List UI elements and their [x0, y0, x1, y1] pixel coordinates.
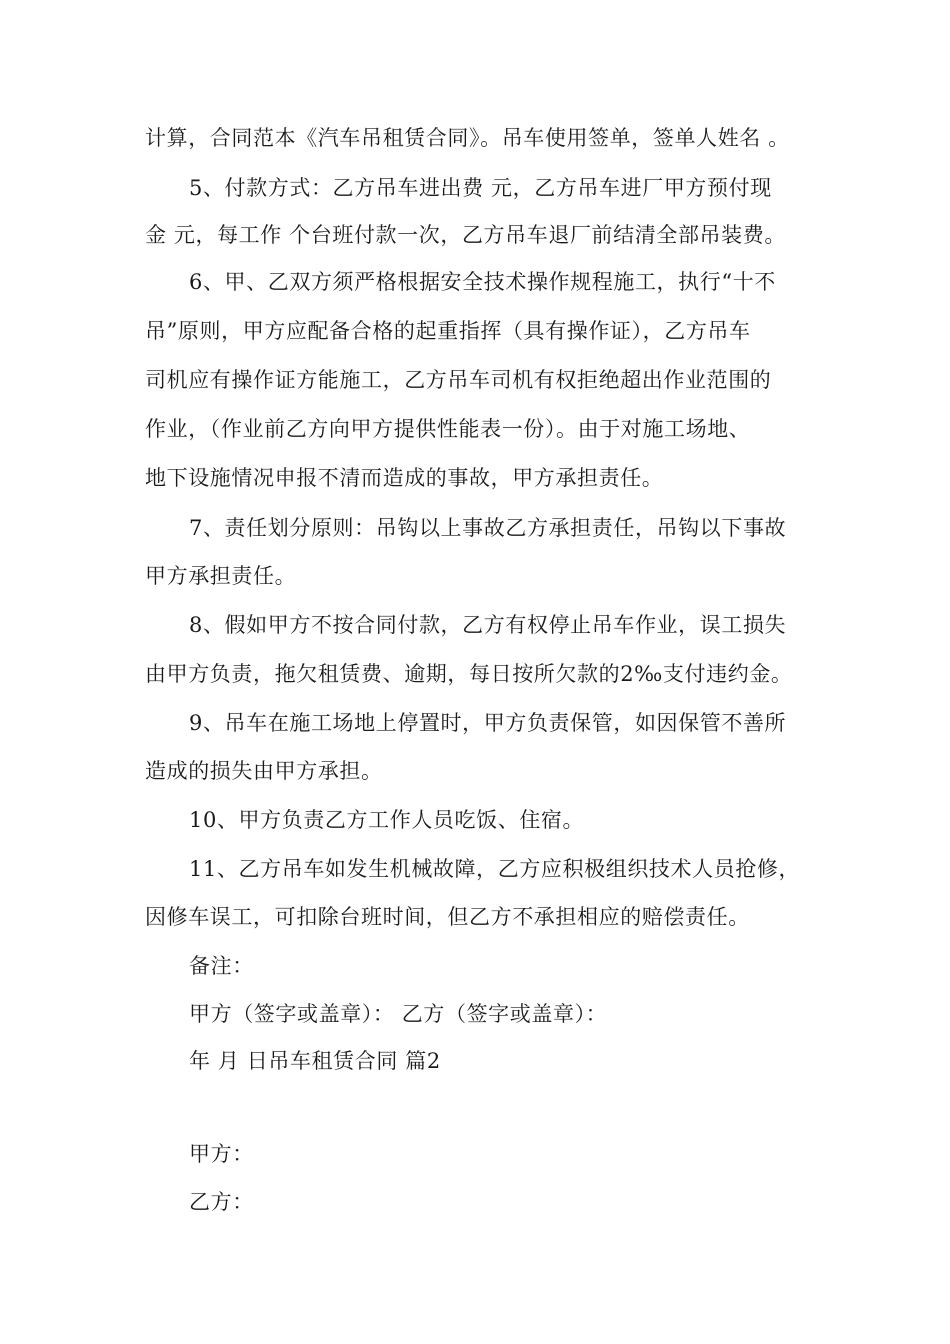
clause-9-line: 9、吊车在施工场地上停置时，甲方负责保管，如因保管不善所 — [189, 711, 787, 735]
party-b-label: 乙方： — [189, 1190, 254, 1214]
text-line: 吊”原则，甲方应配备合格的起重指挥（具有操作证），乙方吊车 — [145, 319, 751, 343]
text-line: 计算，合同范本《汽车吊租赁合同》。吊车使用签单，签单人姓名 。 — [145, 126, 790, 150]
text-line: 由甲方负责，拖欠租赁费、逾期，每日按所欠款的2‰支付违约金。 — [145, 662, 793, 686]
text-line: 地下设施情况申报不清而造成的事故，甲方承担责任。 — [145, 466, 664, 490]
text-line: 金 元，每工作 个台班付款一次，乙方吊车退厂前结清全部吊装费。 — [145, 223, 786, 247]
clause-10-line: 10、甲方负责乙方工作人员吃饭、住宿。 — [189, 808, 585, 832]
party-a-label: 甲方： — [189, 1142, 254, 1166]
clause-8-line: 8、假如甲方不按合同付款，乙方有权停止吊车作业，误工损失 — [189, 613, 787, 637]
text-line: 作业，（作业前乙方向甲方提供性能表一份）。由于对施工场地、 — [145, 417, 751, 441]
text-line: 司机应有操作证方能施工，乙方吊车司机有权拒绝超出作业范围的 — [145, 368, 772, 392]
text-line: 甲方承担责任。 — [145, 564, 297, 588]
text-line: 造成的损失由甲方承担。 — [145, 759, 383, 783]
clause-11-line: 11、乙方吊车如发生机械故障，乙方应积极组织技术人员抢修， — [189, 857, 801, 881]
date-and-section-title: 年 月 日吊车租赁合同 篇2 — [189, 1049, 441, 1073]
clause-5-line: 5、付款方式：乙方吊车进出费 元，乙方吊车进厂甲方预付现 — [189, 176, 772, 200]
clause-6-line: 6、甲、乙双方须严格根据安全技术操作规程施工，执行“十不 — [189, 270, 776, 294]
clause-7-line: 7、责任划分原则：吊钩以上事故乙方承担责任，吊钩以下事故 — [189, 516, 787, 540]
remarks-label: 备注： — [189, 954, 254, 978]
text-line: 因修车误工，可扣除台班时间，但乙方不承担相应的赔偿责任。 — [145, 905, 750, 929]
signature-line: 甲方（签字或盖章）： 乙方（签字或盖章）： — [189, 1002, 608, 1026]
